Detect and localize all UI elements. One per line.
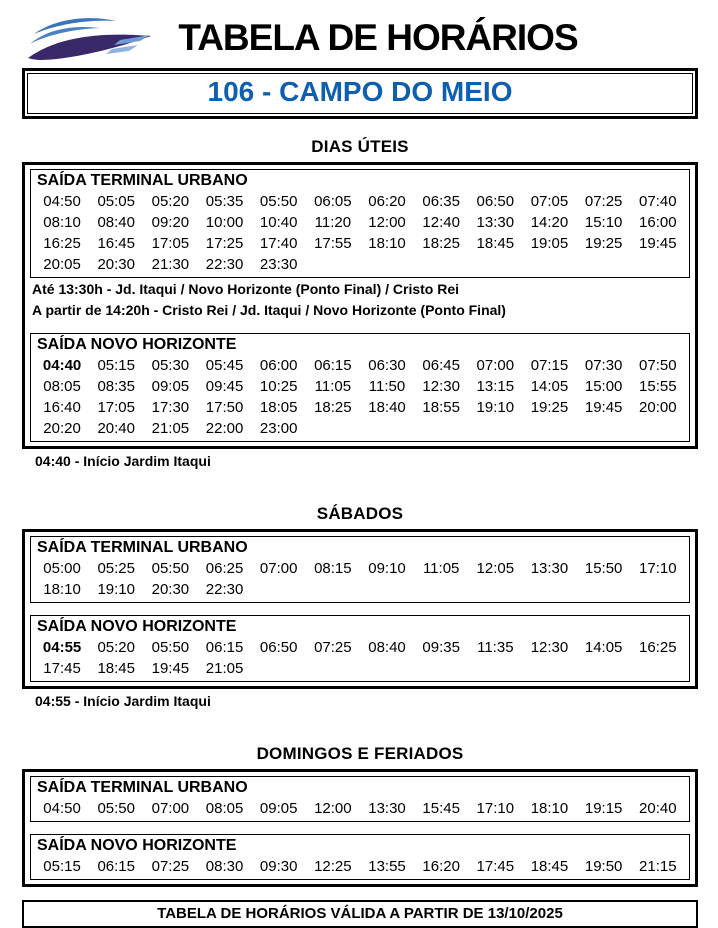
time-cell: 18:10 (368, 235, 406, 252)
time-cell: 04:55 (42, 639, 82, 656)
time-cell: 18:40 (368, 399, 406, 416)
time-cell: 10:00 (205, 214, 244, 231)
time-cell: 18:25 (422, 235, 460, 252)
time-cell: 12:40 (422, 214, 460, 231)
time-cell: 05:50 (151, 560, 190, 577)
time-cell: 18:25 (314, 399, 352, 416)
time-cell: 11:20 (314, 214, 352, 231)
time-cell: 04:40 (42, 357, 82, 374)
time-cell: 09:05 (259, 800, 298, 817)
time-cell: 05:50 (97, 800, 135, 817)
timetable-domingos-feriados-0 (30, 776, 690, 822)
time-cell: 18:45 (97, 660, 135, 677)
time-cell: 05:00 (43, 560, 81, 577)
time-cell: 17:10 (639, 560, 677, 577)
time-cell: 19:45 (639, 235, 677, 252)
time-grid (35, 355, 685, 439)
time-cell: 19:25 (584, 235, 623, 252)
time-cell: 16:25 (43, 235, 81, 252)
early-departure-note: 04:55 - Início Jardim Itaqui (35, 693, 211, 709)
route-note-line: Até 13:30h - Jd. Itaqui / Novo Horizonte (Ponto Final) / Cristo Rei (32, 281, 460, 297)
time-cell: 09:05 (151, 378, 190, 395)
time-cell: 22:00 (205, 420, 244, 437)
time-cell: 17:55 (314, 235, 352, 252)
time-cell: 08:40 (368, 639, 406, 656)
time-cell: 05:50 (259, 193, 298, 210)
timetable-sabados-0 (30, 536, 690, 603)
time-cell: 06:30 (368, 357, 406, 374)
time-cell: 20:00 (639, 399, 677, 416)
time-grid (35, 558, 685, 600)
time-cell: 07:15 (530, 357, 569, 374)
time-cell: 16:45 (97, 235, 135, 252)
time-cell: 06:00 (259, 357, 298, 374)
time-cell: 05:05 (97, 193, 135, 210)
time-cell: 15:10 (584, 214, 623, 231)
time-cell: 19:05 (530, 235, 569, 252)
time-cell: 17:45 (476, 858, 515, 875)
time-cell: 06:20 (368, 193, 406, 210)
time-cell: 05:15 (97, 357, 135, 374)
time-cell: 23:00 (259, 420, 298, 437)
time-cell: 11:05 (314, 378, 352, 395)
time-cell: 22:30 (205, 581, 244, 598)
section-heading: DIAS ÚTEIS (311, 137, 409, 156)
timetable-title: SAÍDA TERMINAL URBANO (37, 539, 248, 556)
time-cell: 07:25 (584, 193, 623, 210)
early-departure-note: 04:40 - Início Jardim Itaqui (35, 453, 211, 469)
time-cell: 23:30 (259, 256, 298, 273)
time-cell: 21:05 (205, 660, 244, 677)
time-cell: 05:45 (205, 357, 244, 374)
timetable-title: SAÍDA NOVO HORIZONTE (37, 618, 237, 635)
time-cell: 05:20 (97, 639, 135, 656)
time-cell: 20:20 (43, 420, 81, 437)
schedule-section-sabados (22, 504, 698, 711)
time-cell: 18:05 (259, 399, 298, 416)
time-cell: 11:35 (477, 639, 514, 656)
section-heading: DOMINGOS E FERIADOS (256, 744, 464, 763)
schedule-sections (22, 137, 698, 887)
time-cell: 06:15 (314, 357, 352, 374)
time-cell: 18:45 (476, 235, 515, 252)
time-cell: 17:05 (97, 399, 135, 416)
timetable-sabados-1 (30, 615, 690, 682)
time-cell: 19:25 (530, 399, 569, 416)
time-cell: 16:40 (43, 399, 81, 416)
time-cell: 09:35 (422, 639, 460, 656)
time-cell: 17:50 (205, 399, 244, 416)
time-cell: 16:20 (422, 858, 460, 875)
time-cell: 06:50 (476, 193, 515, 210)
time-cell: 04:50 (43, 193, 81, 210)
time-cell: 17:30 (151, 399, 190, 416)
time-cell: 19:10 (476, 399, 515, 416)
time-cell: 22:30 (205, 256, 244, 273)
time-cell: 06:15 (205, 639, 244, 656)
time-cell: 09:10 (368, 560, 406, 577)
validity-text: TABELA DE HORÁRIOS VÁLIDA A PARTIR DE 13/10/2025 (157, 905, 563, 922)
time-cell: 09:30 (259, 858, 298, 875)
time-cell: 07:05 (530, 193, 569, 210)
validity-footer (22, 900, 698, 928)
time-cell: 13:55 (368, 858, 406, 875)
time-cell: 08:10 (43, 214, 81, 231)
time-cell: 08:15 (314, 560, 352, 577)
time-grid (35, 798, 685, 819)
time-cell: 07:50 (639, 357, 677, 374)
route-note-line: A partir de 14:20h - Cristo Rei / Jd. Itaqui / Novo Horizonte (Ponto Final) (32, 302, 506, 318)
timetable-title: SAÍDA TERMINAL URBANO (37, 779, 248, 796)
section-box (22, 769, 698, 887)
time-cell: 21:15 (639, 858, 677, 875)
page-header (22, 12, 698, 64)
time-cell: 06:05 (314, 193, 352, 210)
time-cell: 05:35 (205, 193, 244, 210)
time-cell: 19:50 (584, 858, 623, 875)
swoosh-transit-logo-icon (28, 14, 152, 62)
time-cell: 20:05 (43, 256, 81, 273)
time-cell: 19:15 (584, 800, 623, 817)
time-cell: 12:25 (314, 858, 352, 875)
time-cell: 15:55 (639, 378, 677, 395)
timetable-dias-uteis-1 (30, 333, 690, 442)
time-cell: 20:40 (639, 800, 677, 817)
time-cell: 18:10 (43, 581, 81, 598)
time-cell: 07:40 (639, 193, 677, 210)
time-cell: 17:40 (259, 235, 298, 252)
time-cell: 08:30 (205, 858, 244, 875)
route-title: 106 - CAMPO DO MEIO (27, 73, 693, 114)
time-cell: 07:25 (314, 639, 352, 656)
time-cell: 06:45 (422, 357, 460, 374)
time-cell: 16:25 (639, 639, 677, 656)
timetable-title: SAÍDA NOVO HORIZONTE (37, 837, 237, 854)
time-cell: 12:30 (530, 639, 569, 656)
schedule-section-dias-uteis (22, 137, 698, 471)
time-cell: 18:55 (422, 399, 460, 416)
time-cell: 06:50 (259, 639, 298, 656)
route-notes (30, 279, 690, 321)
time-cell: 19:10 (97, 581, 135, 598)
time-cell: 15:45 (422, 800, 460, 817)
time-cell: 06:25 (205, 560, 244, 577)
time-cell: 18:45 (530, 858, 569, 875)
time-cell: 20:30 (151, 581, 190, 598)
page-title: TABELA DE HORÁRIOS (178, 17, 578, 58)
time-cell: 12:30 (422, 378, 460, 395)
time-cell: 05:50 (151, 639, 190, 656)
time-cell: 07:00 (476, 357, 515, 374)
time-cell: 21:30 (151, 256, 190, 273)
time-cell: 15:00 (584, 378, 623, 395)
time-cell: 14:20 (530, 214, 569, 231)
time-cell: 12:00 (368, 214, 406, 231)
time-cell: 16:00 (639, 214, 677, 231)
time-cell: 12:05 (476, 560, 515, 577)
time-cell: 10:40 (259, 214, 298, 231)
time-cell: 21:05 (151, 420, 190, 437)
time-cell: 11:50 (368, 378, 406, 395)
section-box (22, 529, 698, 689)
time-grid (35, 637, 685, 679)
time-cell: 04:50 (43, 800, 81, 817)
time-cell: 07:00 (151, 800, 190, 817)
time-cell: 07:30 (584, 357, 623, 374)
time-cell: 05:30 (151, 357, 190, 374)
time-cell: 05:20 (151, 193, 190, 210)
route-title-box (22, 68, 698, 119)
time-cell: 17:45 (43, 660, 81, 677)
time-cell: 17:10 (476, 800, 515, 817)
time-cell: 13:15 (476, 378, 515, 395)
time-cell: 08:05 (43, 378, 81, 395)
time-cell: 12:00 (314, 800, 352, 817)
time-cell: 06:35 (422, 193, 460, 210)
time-cell: 07:25 (151, 858, 190, 875)
time-cell: 08:40 (97, 214, 135, 231)
time-cell: 09:20 (151, 214, 190, 231)
time-grid (35, 191, 685, 275)
timetable-title: SAÍDA TERMINAL URBANO (37, 172, 248, 189)
time-cell: 13:30 (368, 800, 406, 817)
time-cell: 20:30 (97, 256, 135, 273)
time-cell: 20:40 (97, 420, 135, 437)
time-cell: 14:05 (530, 378, 569, 395)
time-cell: 18:10 (530, 800, 569, 817)
timetable-domingos-feriados-1 (30, 834, 690, 880)
time-cell: 06:15 (97, 858, 135, 875)
time-cell: 05:15 (43, 858, 81, 875)
time-cell: 13:30 (530, 560, 569, 577)
time-cell: 08:35 (97, 378, 135, 395)
time-cell: 19:45 (584, 399, 623, 416)
time-cell: 08:05 (205, 800, 244, 817)
time-cell: 15:50 (584, 560, 623, 577)
time-grid (35, 856, 685, 877)
time-cell: 09:45 (205, 378, 244, 395)
time-cell: 11:05 (422, 560, 460, 577)
time-cell: 13:30 (476, 214, 515, 231)
time-cell: 14:05 (584, 639, 623, 656)
timetable-title: SAÍDA NOVO HORIZONTE (37, 336, 237, 353)
time-cell: 05:25 (97, 560, 135, 577)
schedule-section-domingos-feriados (22, 744, 698, 887)
time-cell: 10:25 (259, 378, 298, 395)
timetable-dias-uteis-0 (30, 169, 690, 278)
time-cell: 17:05 (151, 235, 190, 252)
section-box (22, 162, 698, 449)
time-cell: 17:25 (205, 235, 244, 252)
time-cell: 07:00 (259, 560, 298, 577)
time-cell: 19:45 (151, 660, 190, 677)
section-heading: SÁBADOS (316, 504, 404, 523)
